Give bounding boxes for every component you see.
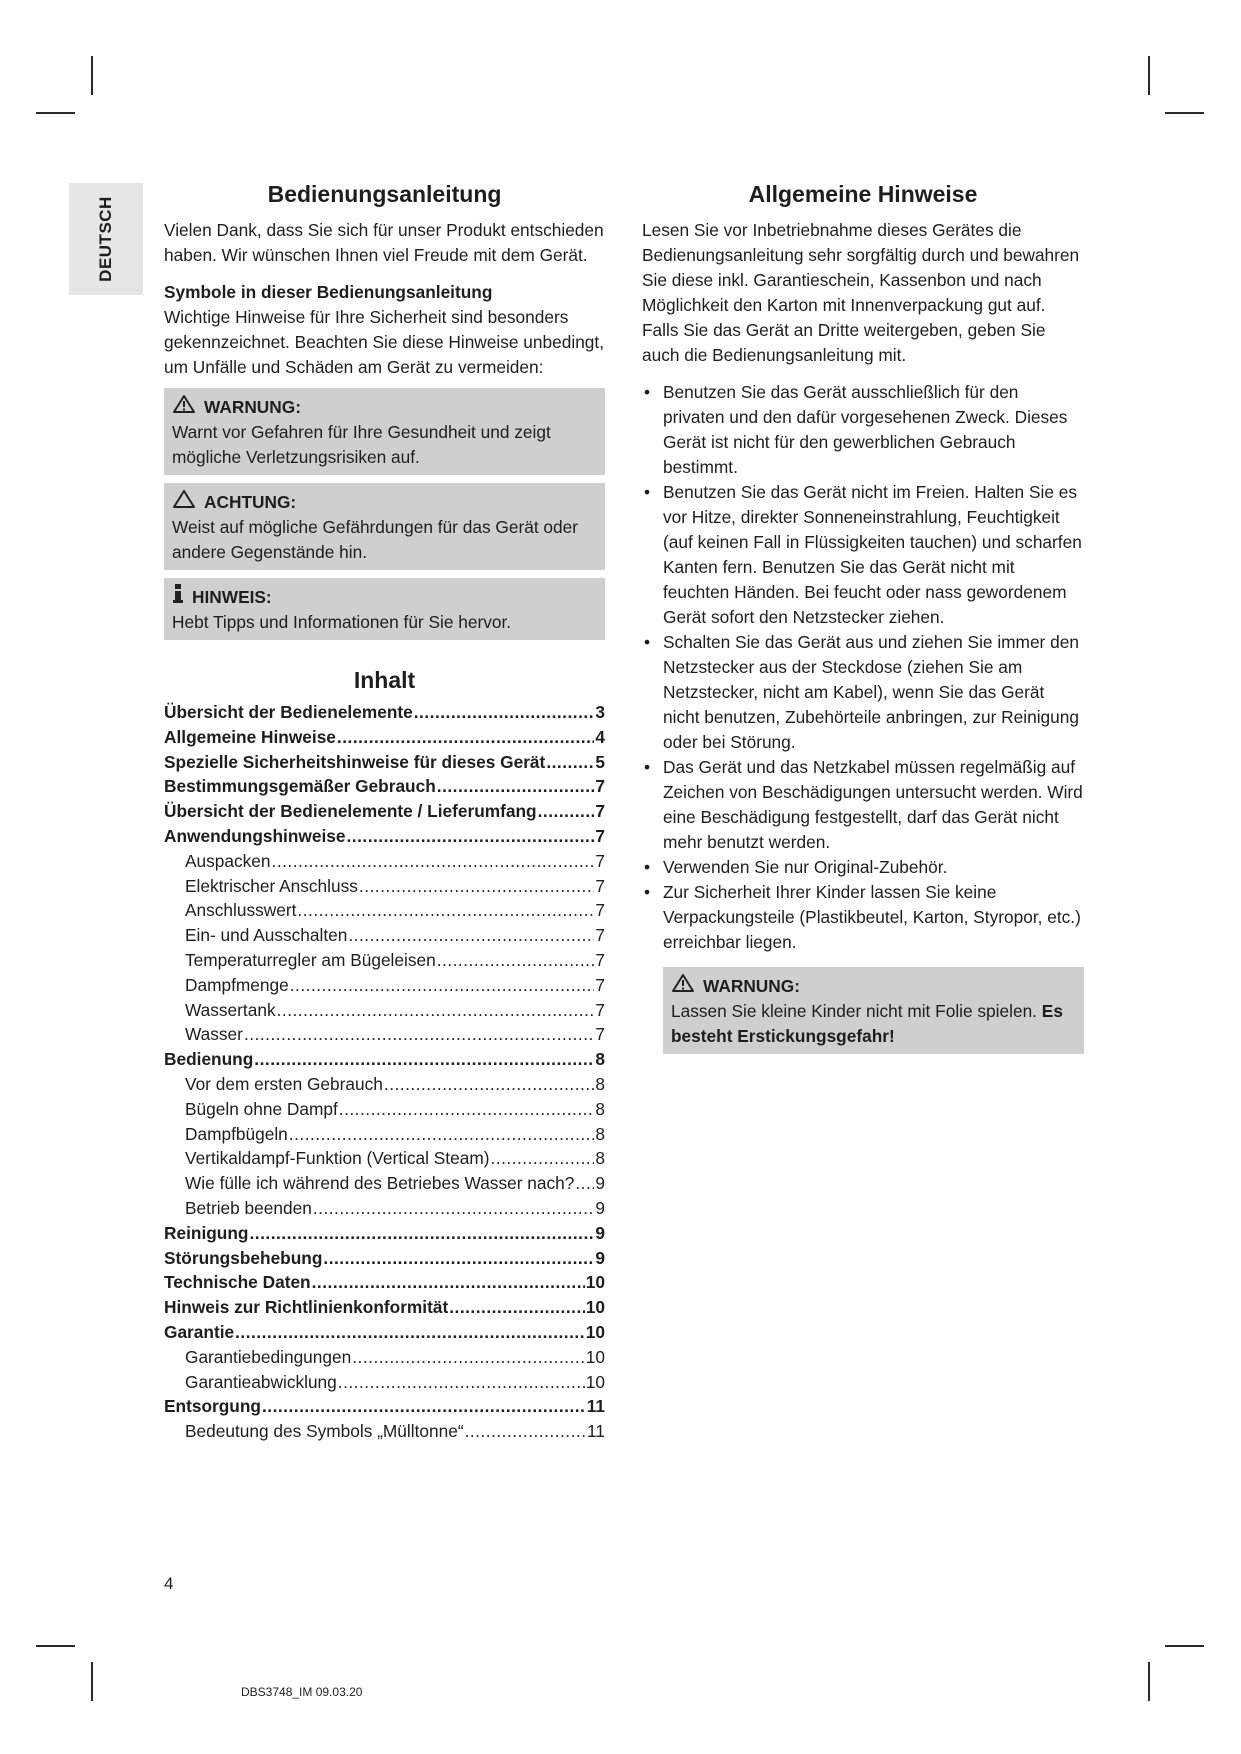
toc-entry-label: Übersicht der Bedienelemente / Lieferumfang: [164, 801, 537, 822]
right-column: [642, 180, 1084, 1054]
toc-entry-page: 7: [595, 900, 605, 921]
toc-entry-page: 5: [595, 751, 605, 772]
caution-triangle-icon: [172, 489, 196, 515]
toc-entry: [164, 998, 605, 1023]
bullet-dot-icon: •: [644, 632, 651, 652]
toc-entry-label: Störungsbehebung: [164, 1247, 323, 1268]
toc-entry-label: Reinigung: [164, 1222, 249, 1243]
toc-leader-dots: [384, 1072, 594, 1097]
toc-entry-page: 8: [595, 1123, 605, 1144]
toc-leader-dots: [538, 799, 595, 824]
print-footer: DBS3748_IM 09.03.20: [241, 1685, 363, 1699]
toc-entry-label: Technische Daten: [164, 1272, 311, 1293]
toc-entry: [164, 1221, 605, 1246]
toc-entry: [164, 1097, 605, 1122]
toc-entry: [164, 849, 605, 874]
toc-entry-page: 9: [595, 1173, 605, 1194]
toc-leader-dots: [339, 1097, 595, 1122]
bullet-item: [642, 630, 1084, 755]
toc-entry: [164, 1072, 605, 1097]
safety-bullet-list: [642, 380, 1084, 955]
toc-entry: [164, 1146, 605, 1171]
toc-entry-label: Betrieb beenden: [185, 1197, 312, 1218]
toc-entry-label: Anwendungshinweise: [164, 825, 346, 846]
crop-mark: [91, 1662, 93, 1701]
toc-leader-dots: [414, 700, 595, 725]
crop-mark: [1165, 112, 1204, 114]
toc-entry: [164, 973, 605, 998]
toc-entry: [164, 774, 605, 799]
caution-text: Weist auf mögliche Gefährdungen für das Gerät oder andere Gegenstände hin.: [172, 517, 579, 562]
info-icon: [172, 584, 184, 610]
toc-entry-label: Entsorgung: [164, 1396, 261, 1417]
intro-text: Vielen Dank, dass Sie sich für unser Produkt entschieden haben. Wir wünschen Ihnen viel Freude mit dem Gerät.: [164, 220, 604, 265]
caution-box: [164, 483, 605, 570]
note-title: HINWEIS:: [192, 587, 272, 607]
toc-entry-label: Bestimmungsgemäßer Gebrauch: [164, 776, 436, 797]
toc-entry-page: 9: [595, 1197, 605, 1218]
crop-mark: [1165, 1645, 1204, 1647]
toc-entry-page: 7: [595, 1024, 605, 1045]
toc-entry-page: 8: [595, 1049, 605, 1070]
toc-entry-label: Bügeln ohne Dampf: [185, 1098, 338, 1119]
toc-entry-label: Anschlusswert: [185, 900, 297, 921]
toc-leader-dots: [312, 1270, 585, 1295]
toc-entry-page: 10: [585, 1371, 605, 1392]
bullet-item: [642, 380, 1084, 480]
toc-entry-page: 10: [585, 1321, 605, 1342]
toc-entry-page: 7: [595, 949, 605, 970]
toc-entry: [164, 1022, 605, 1047]
bullet-dot-icon: •: [644, 757, 651, 777]
toc-leader-dots: [348, 923, 594, 948]
toc-entry: [164, 1394, 605, 1419]
crop-mark: [1148, 56, 1150, 95]
toc-leader-dots: [546, 750, 594, 775]
bullet-text: Benutzen Sie das Gerät nicht im Freien. Halten Sie es vor Hitze, direkter Sonneneinstrahlung, Feuchtigkeit (auf keinen Fall in Flüssigkeiten tauchen) und scharfen Kanten fern. Benutzen Sie das Gerät nicht mit feuchten Händen. Bei feucht oder nass gewordenem Gerät sofort den Netzstecker ziehen.: [663, 482, 1082, 627]
toc-leader-dots: [437, 774, 595, 799]
toc-leader-dots: [262, 1394, 586, 1419]
crop-mark: [1148, 1662, 1150, 1701]
toc-entry: [164, 874, 605, 899]
toc-entry-page: 7: [595, 925, 605, 946]
toc-leader-dots: [313, 1196, 595, 1221]
toc-entry: [164, 725, 605, 750]
toc-entry-page: 9: [595, 1222, 605, 1243]
toc-leader-dots: [244, 1022, 594, 1047]
toc-entry-page: 8: [595, 1098, 605, 1119]
bullet-item: [642, 880, 1084, 955]
symbols-heading: Symbole in dieser Bedienungsanleitung: [164, 282, 493, 302]
toc-entry-page: 8: [595, 1148, 605, 1169]
left-column: [164, 180, 605, 1444]
toc-entry-page: 11: [586, 1396, 605, 1417]
toc-leader-dots: [575, 1171, 594, 1196]
toc-entry-label: Vertikaldampf-Funktion (Vertical Steam): [185, 1148, 490, 1169]
toc-entry-label: Garantiebedingungen: [185, 1346, 352, 1367]
toc-entry-label: Ein- und Ausschalten: [185, 925, 348, 946]
toc-entry-label: Wassertank: [185, 999, 276, 1020]
toc-entry-label: Bedienung: [164, 1049, 254, 1070]
toc-entry-label: Garantie: [164, 1321, 235, 1342]
warning-text: Warnt vor Gefahren für Ihre Gesundheit und zeigt mögliche Verletzungsrisiken auf.: [172, 422, 551, 467]
table-of-contents: [164, 700, 605, 1444]
language-label: DEUTSCH: [96, 196, 115, 282]
toc-entry-label: Elektrischer Anschluss: [185, 875, 358, 896]
warning-triangle-icon: [671, 973, 695, 999]
bullet-item: [642, 855, 1084, 880]
crop-mark: [36, 1645, 75, 1647]
general-notes-intro: Lesen Sie vor Inbetriebnahme dieses Gerätes die Bedienungsanleitung sehr sorgfältig durch und bewahren Sie diese inkl. Garantieschein, Kassenbon und nach Möglichkeit den Karton mit Innenverpackung gut auf. Falls Sie das Gerät an Dritte weitergeben, geben Sie auch die Bedienungsanleitung mit.: [642, 220, 1080, 365]
language-tab: [69, 183, 143, 295]
toc-entry: [164, 750, 605, 775]
toc-entry-page: 10: [585, 1346, 605, 1367]
crop-mark: [36, 112, 75, 114]
toc-entry: [164, 1246, 605, 1271]
toc-entry-label: Übersicht der Bedienelemente: [164, 702, 413, 722]
toc-leader-dots: [297, 898, 594, 923]
bullet-text: Verwenden Sie nur Original-Zubehör.: [663, 857, 948, 877]
toc-entry: [164, 1047, 605, 1072]
toc-leader-dots: [254, 1047, 594, 1072]
toc-entry: [164, 1370, 605, 1395]
bullet-text: Das Gerät und das Netzkabel müssen regelmäßig auf Zeichen von Beschädigungen untersucht werden. Wird eine Beschädigung festgestellt, darf das Gerät nicht mehr benutzt werden.: [663, 757, 1083, 852]
toc-leader-dots: [359, 874, 594, 899]
symbols-text: Wichtige Hinweise für Ihre Sicherheit sind besonders gekennzeichnet. Beachten Sie diese Hinweise unbedingt, um Unfälle und Schäden am Gerät zu vermeiden:: [164, 307, 605, 377]
toc-entry-page: 7: [595, 776, 605, 797]
general-notes-title: Allgemeine Hinweise: [748, 181, 978, 207]
toc-entry-label: Wie fülle ich während des Betriebes Wasser nach?: [185, 1173, 575, 1194]
child-warning-box: [663, 967, 1084, 1054]
toc-entry: [164, 799, 605, 824]
toc-entry-label: Temperaturregler am Bügeleisen: [185, 949, 436, 970]
toc-entry-page: 7: [595, 974, 605, 995]
child-warning-title: WARNUNG:: [703, 976, 800, 996]
warning-title: WARNUNG:: [204, 397, 301, 417]
toc-entry: [164, 1345, 605, 1370]
toc-entry-page: 10: [585, 1297, 605, 1318]
toc-entry: [164, 1320, 605, 1345]
bullet-text: Benutzen Sie das Gerät ausschließlich für den privaten und den dafür vorgesehenen Zweck. Dieses Gerät ist nicht für den gewerblichen Gebrauch bestimmt.: [663, 382, 1068, 477]
toc-leader-dots: [490, 1146, 594, 1171]
toc-entry-page: 10: [585, 1272, 605, 1293]
toc-leader-dots: [323, 1246, 594, 1271]
toc-entry-page: 3: [595, 702, 605, 722]
toc-entry-page: 4: [595, 726, 605, 747]
toc-entry: [164, 824, 605, 849]
toc-entry-label: Bedeutung des Symbols „Mülltonne“: [185, 1421, 464, 1442]
warning-triangle-icon: [172, 394, 196, 420]
toc-title: Inhalt: [353, 667, 416, 693]
toc-entry-label: Wasser: [185, 1024, 243, 1045]
toc-leader-dots: [449, 1295, 585, 1320]
toc-entry-label: Vor dem ersten Gebrauch: [185, 1073, 383, 1094]
toc-leader-dots: [235, 1320, 585, 1345]
toc-leader-dots: [437, 948, 595, 973]
bullet-dot-icon: •: [644, 382, 651, 402]
toc-entry: [164, 1270, 605, 1295]
child-warning-text: Lassen Sie kleine Kinder nicht mit Folie spielen. Es besteht Erstickungsgefahr!: [671, 1001, 1063, 1046]
toc-entry-label: Garantieabwicklung: [185, 1371, 337, 1392]
toc-leader-dots: [352, 1345, 585, 1370]
bullet-text: Schalten Sie das Gerät aus und ziehen Sie immer den Netzstecker aus der Steckdose (ziehen Sie am Netzstecker, nicht am Kabel), wenn Sie das Gerät nicht benutzen, Zubehörteile anbringen, zur Reinigung oder bei Störung.: [663, 632, 1079, 752]
toc-entry-page: 11: [587, 1421, 605, 1442]
bullet-text: Zur Sicherheit Ihrer Kinder lassen Sie keine Verpackungsteile (Plastikbeutel, Karton, Styropor, etc.) erreichbar liegen.: [663, 882, 1081, 952]
toc-entry: [164, 1196, 605, 1221]
toc-leader-dots: [337, 725, 594, 750]
toc-entry-page: 9: [595, 1247, 605, 1268]
toc-entry-label: Allgemeine Hinweise: [164, 726, 336, 747]
toc-entry-label: Dampfmenge: [185, 974, 289, 995]
bullet-item: [642, 480, 1084, 630]
toc-entry-page: 7: [595, 801, 605, 822]
toc-entry: [164, 700, 605, 725]
toc-entry: [164, 923, 605, 948]
toc-leader-dots: [465, 1419, 586, 1444]
toc-entry-label: Hinweis zur Richtlinienkonformität: [164, 1297, 449, 1318]
note-box: [164, 578, 605, 640]
toc-leader-dots: [277, 998, 595, 1023]
bullet-item: [642, 755, 1084, 855]
toc-entry: [164, 948, 605, 973]
toc-entry-label: Spezielle Sicherheitshinweise für dieses Gerät: [164, 751, 546, 772]
bullet-dot-icon: •: [644, 482, 651, 502]
toc-entry-page: 7: [595, 875, 605, 896]
toc-entry: [164, 898, 605, 923]
toc-entry-page: 8: [595, 1073, 605, 1094]
toc-leader-dots: [272, 849, 595, 874]
note-text: Hebt Tipps und Informationen für Sie hervor.: [172, 612, 512, 632]
toc-entry-page: 7: [595, 825, 605, 846]
warning-box: [164, 388, 605, 475]
toc-entry-label: Dampfbügeln: [185, 1123, 288, 1144]
toc-entry-page: 7: [595, 999, 605, 1020]
toc-entry: [164, 1122, 605, 1147]
page-number: 4: [164, 1574, 174, 1593]
toc-entry-page: 7: [595, 850, 605, 871]
toc-leader-dots: [338, 1370, 585, 1395]
toc-leader-dots: [290, 973, 595, 998]
caution-title: ACHTUNG:: [204, 492, 297, 512]
toc-leader-dots: [289, 1122, 595, 1147]
manual-title: Bedienungsanleitung: [267, 181, 502, 207]
toc-entry-label: Auspacken: [185, 850, 271, 871]
bullet-dot-icon: •: [644, 857, 651, 877]
toc-leader-dots: [249, 1221, 594, 1246]
crop-mark: [91, 56, 93, 95]
bullet-dot-icon: •: [644, 882, 651, 902]
toc-leader-dots: [346, 824, 594, 849]
toc-entry: [164, 1171, 605, 1196]
toc-entry: [164, 1419, 605, 1444]
toc-entry: [164, 1295, 605, 1320]
